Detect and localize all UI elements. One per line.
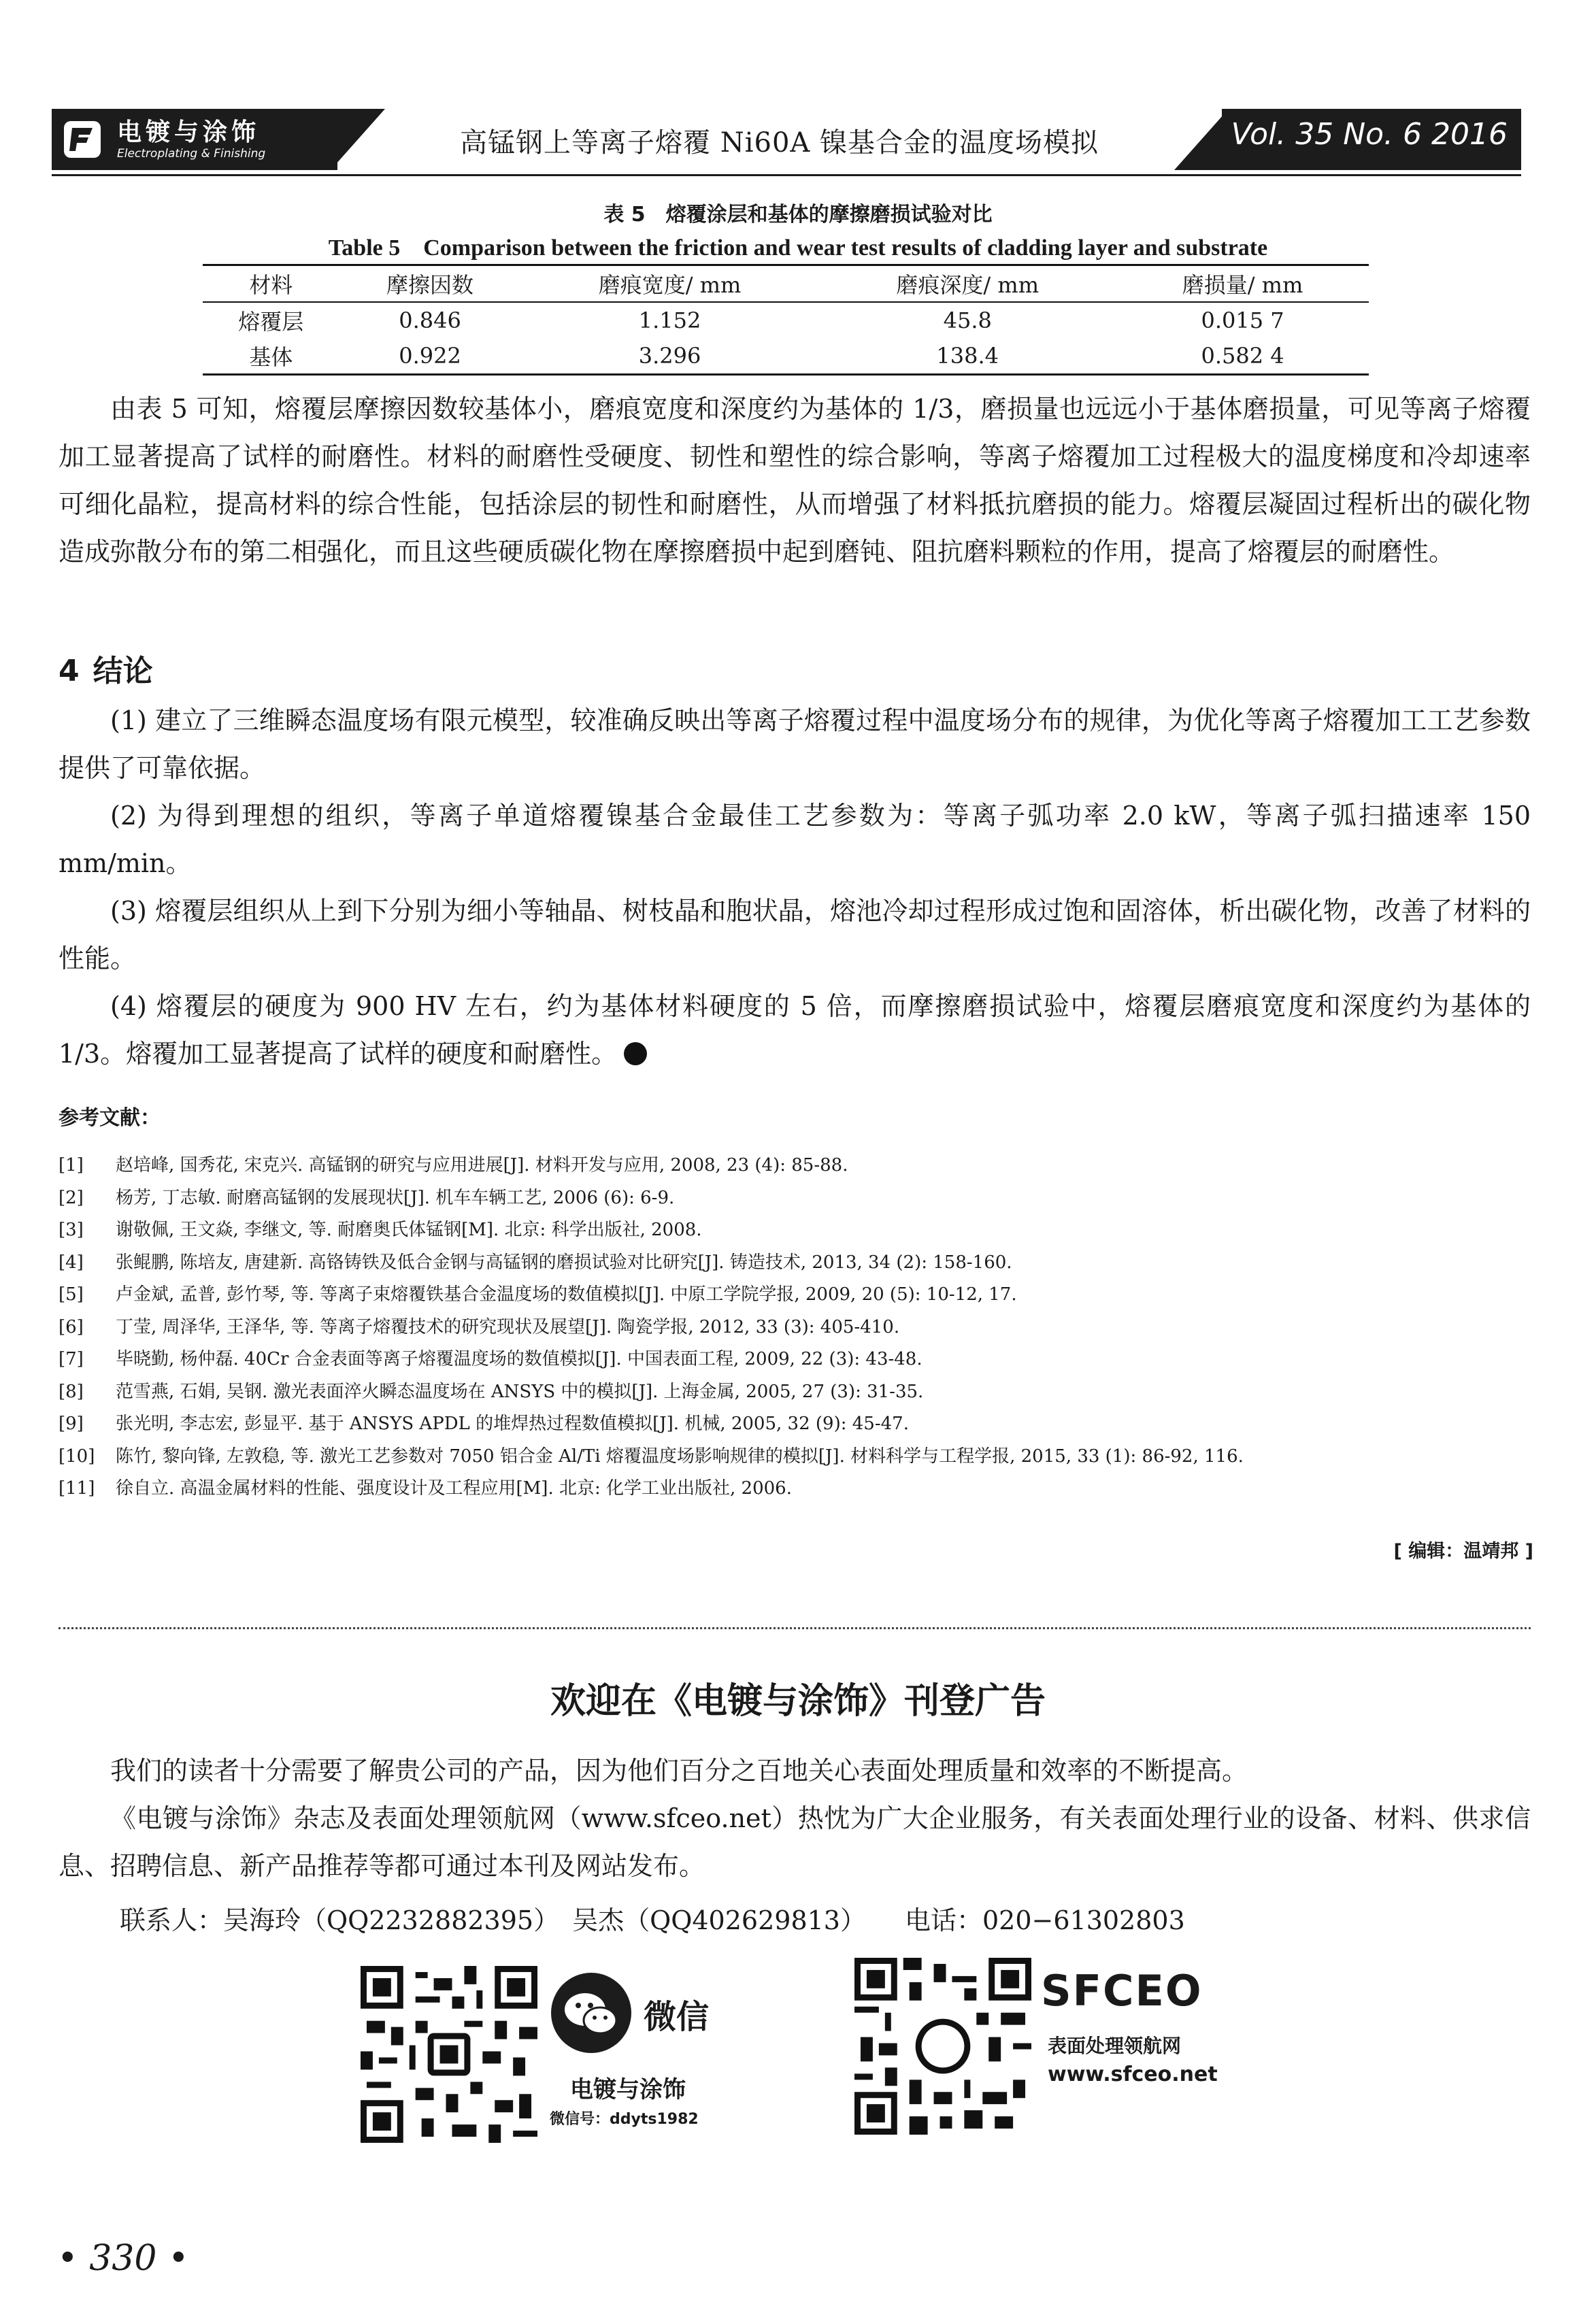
table-header-cell: 磨痕宽度/ mm (598, 272, 742, 298)
wechat-account-name: 电镀与涂饰 (570, 2076, 686, 2103)
table-cell: 0.582 4 (1201, 343, 1284, 369)
conclusion-3: (3) 熔覆层组织从上到下分别为细小等轴晶、树枝晶和胞状晶，熔池冷却过程形成过饱和固溶体，析出碳化物，改善了材料的性能。 (59, 896, 1531, 973)
conclusion-4-text: (4) 熔覆层的硬度为 900 HV 左右，约为基体材料硬度的 5 倍，而摩擦磨损试验中，熔覆层磨痕宽度和深度约为基体的 1/3。熔覆加工显著提高了试样的硬度和耐磨性。 (59, 991, 1531, 1069)
table-cell: 0.846 (399, 307, 461, 333)
journal-logo-icon (61, 118, 103, 161)
journal-name-en: Electroplating & Finishing (117, 147, 266, 161)
sfceo-qr-code (854, 1958, 1031, 2135)
ad-title: 欢迎在《电镀与涂饰》刊登广告 (550, 1681, 1046, 1722)
reference-item: [3] 谢敬佩, 王文焱, 李继文, 等. 耐磨奥氏体锰钢[M]. 北京: 科学出版社, 2008. (59, 1220, 702, 1240)
wechat-label: 微信 (644, 1998, 710, 2036)
sfceo-site-name: 表面处理领航网 (1048, 2035, 1182, 2057)
journal-logo-block (52, 109, 337, 170)
table-header-cell: 材料 (249, 272, 293, 298)
sfceo-url: www.sfceo.net (1048, 2063, 1218, 2086)
reference-item: [2] 杨芳, 丁志敏. 耐磨高锰钢的发展现状[J]. 机车车辆工艺, 2006 (6): 6-9. (59, 1187, 675, 1208)
table-cell: 0.015 7 (1201, 307, 1284, 333)
ad-contact: 联系人：吴海玲（QQ2232882395） 吴杰（QQ402629813） 电话：020−61302803 (120, 1905, 1185, 1935)
table-cell: 0.922 (399, 343, 461, 369)
ad-paragraph-2: 《电镀与涂饰》杂志及表面处理领航网（www.sfceo.net）热忱为广大企业服务，有关表面处理行业的设备、材料、供求信息、招聘信息、新产品推荐等都可通过本刊及网站发布。 (59, 1803, 1531, 1881)
running-header (52, 109, 1521, 170)
reference-item: [8] 范雪燕, 石娟, 吴钢. 激光表面淬火瞬态温度场在 ANSYS 中的模拟[J]. 上海金属, 2005, 27 (3): 31-35. (59, 1381, 924, 1402)
header-rule (52, 174, 1521, 176)
table-header-cell: 摩擦因数 (386, 272, 474, 298)
table-cell: 基体 (249, 344, 293, 370)
section-divider (59, 1627, 1531, 1629)
reference-item: [11] 徐自立. 高温金属材料的性能、强度设计及工程应用[M]. 北京: 化学工业出版社, 2006. (59, 1478, 792, 1499)
volume-block (1222, 109, 1521, 170)
wechat-icon (551, 1973, 631, 2053)
table-cell: 1.152 (638, 307, 701, 333)
references-heading: 参考文献： (59, 1106, 161, 1130)
section-heading (59, 646, 153, 690)
table-header-row (203, 265, 1369, 303)
table-caption-cn: 表 5 熔覆涂层和基体的摩擦磨损试验对比 (603, 203, 993, 227)
reference-item: [9] 张光明, 李志宏, 彭显平. 基于 ANSYS APDL 的堆焊热过程数值模拟[J]. 机械, 2005, 32 (9): 45-47. (59, 1414, 909, 1434)
table-cell: 熔覆层 (238, 309, 304, 335)
section-number: 4 (59, 654, 80, 688)
sfceo-logo: SFCEO (1041, 1966, 1203, 2016)
table-cell: 138.4 (936, 343, 999, 369)
article-end-icon (624, 1042, 647, 1065)
table-row (203, 338, 1369, 375)
reference-item: [10] 陈竹, 黎向锋, 左敦稳, 等. 激光工艺参数对 7050 铝合金 Al/Ti 熔覆温度场影响规律的模拟[J]. 材料科学与工程学报, 2015, 33 (1): 86-92, 116. (59, 1446, 1244, 1467)
conclusion-1: (1) 建立了三维瞬态温度场有限元模型，较准确反映出等离子熔覆过程中温度场分布的规律，为优化等离子熔覆加工工艺参数提供了可靠依据。 (59, 705, 1531, 783)
references-list (59, 1150, 1535, 1505)
volume-label: Vol. 35 No. 6 2016 (1231, 117, 1508, 152)
journal-name-cn: 电镀与涂饰 (117, 118, 261, 146)
table-caption-en: Table 5 Comparison between the friction and wear test results of cladding layer and substrate (328, 235, 1268, 261)
conclusion-2: (2) 为得到理想的组织，等离子单道熔覆镍基合金最佳工艺参数为：等离子弧功率 2.0 kW，等离子弧扫描速率 150 mm/min。 (59, 801, 1531, 878)
table-header-cell: 磨痕深度/ mm (896, 272, 1040, 298)
wechat-qr-code (361, 1966, 537, 2143)
reference-item: [6] 丁莹, 周泽华, 王泽华, 等. 等离子熔覆技术的研究现状及展望[J]. 陶瓷学报, 2012, 33 (3): 405-410. (59, 1316, 900, 1337)
reference-item: [4] 张鲲鹏, 陈培友, 唐建新. 高铬铸铁及低合金钢与高锰钢的磨损试验对比研究[J]. 铸造技术, 2013, 34 (2): 158-160. (59, 1252, 1012, 1273)
table-row (203, 302, 1369, 338)
reference-item: [7] 毕晓勤, 杨仲磊. 40Cr 合金表面等离子熔覆温度场的数值模拟[J]. 中国表面工程, 2009, 22 (3): 43-48. (59, 1349, 922, 1369)
wechat-id: 微信号：ddyts1982 (550, 2111, 699, 2128)
conclusion-4 (59, 982, 1531, 1078)
analysis-paragraph: 由表 5 可知，熔覆层摩擦因数较基体小，磨痕宽度和深度约为基体的 1/3，磨损量也远远小于基体磨损量，可见等离子熔覆加工显著提高了试样的耐磨性。材料的耐磨性受硬度、韧性和塑性的综合影响，等离子熔覆加工过程极大的温度梯度和冷却速率可细化晶粒，提高材料的综合性能，包括涂层的韧性和耐磨性，从而增强了材料抵抗磨损的能力。熔覆层凝固过程析出的碳化物造成弥散分布的第二相强化，而且这些硬质碳化物在摩擦磨损中起到磨钝、阻抗磨料颗粒的作用，提高了熔覆层的耐磨性。 (59, 394, 1531, 567)
section-title: 结论 (93, 654, 153, 688)
page-number: • 330 • (57, 2238, 189, 2279)
friction-wear-table (203, 264, 1369, 376)
editor-credit: [ 编辑：温靖邦 ] (1393, 1541, 1533, 1562)
table-header-cell: 磨损量/ mm (1182, 272, 1303, 298)
table-cell: 3.296 (638, 343, 701, 369)
article-title: 高锰钢上等离子熔覆 Ni60A 镍基合金的温度场模拟 (460, 127, 1099, 159)
table-cell: 45.8 (943, 307, 992, 333)
ad-paragraph-1: 我们的读者十分需要了解贵公司的产品，因为他们百分之百地关心表面处理质量和效率的不断提高。 (110, 1756, 1248, 1786)
reference-item: [1] 赵培峰, 国秀花, 宋克兴. 高锰钢的研究与应用进展[J]. 材料开发与应用, 2008, 23 (4): 85-88. (59, 1155, 848, 1175)
reference-item: [5] 卢金斌, 孟普, 彭竹琴, 等. 等离子束熔覆铁基合金温度场的数值模拟[J]. 中原工学院学报, 2009, 20 (5): 10-12, 17. (59, 1284, 1017, 1305)
